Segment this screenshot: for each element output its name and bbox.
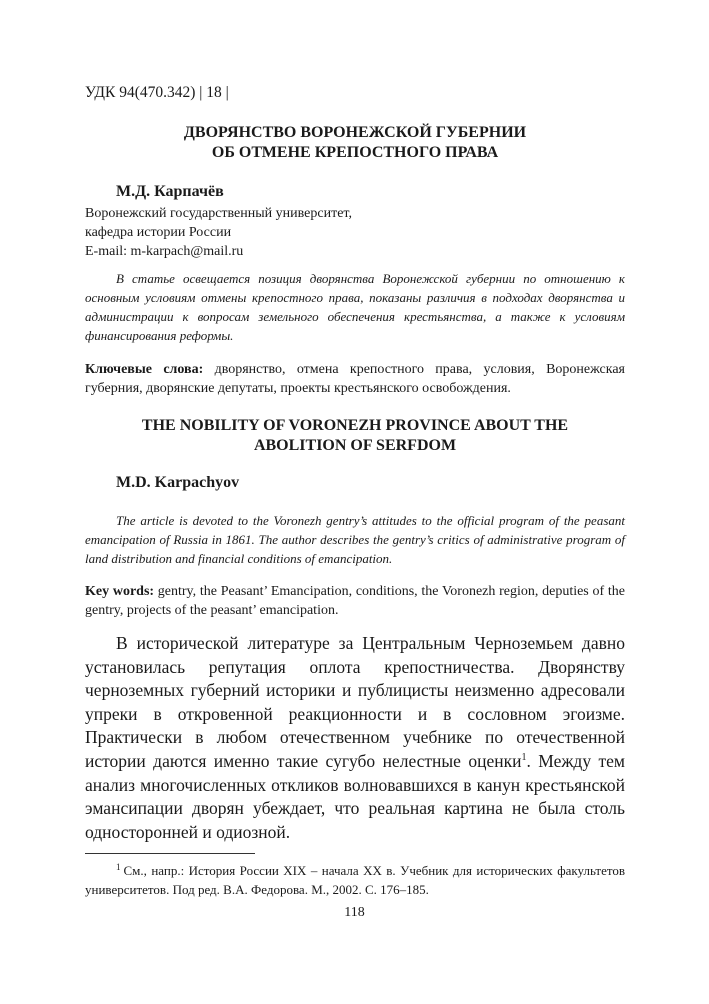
keywords-en — [85, 582, 625, 620]
author-email: E-mail: m-karpach@mail.ru — [85, 244, 244, 259]
title-ru-line2: ОБ ОТМЕНЕ КРЕПОСТНОГО ПРАВА — [211, 144, 499, 161]
body-text-part2: . Между тем анализ многочисленных откликов волновавшихся в канун крестьянской эмансипации дворян убеждает, что реальная картина не была столь односторонней и одиозной. — [85, 750, 625, 842]
footnote-reference[interactable]: 1 — [521, 752, 527, 764]
footnote — [85, 861, 625, 899]
author-affiliation — [85, 204, 352, 261]
footnote-divider — [85, 853, 255, 854]
page-number: 118 — [344, 905, 365, 920]
keywords-en-text: gentry, the Peasant’ Emancipation, conditions, the Voronezh region, deputies of the gentry, projects of the peasant’ emancipation. — [85, 584, 625, 618]
footnote-mark: 1 — [116, 861, 121, 872]
keywords-ru-text: дворянство, отмена крепостного права, условия, Воронежская губерния, дворянские депутаты, проекты крестьянского освобождения. — [85, 362, 625, 396]
keywords-en-label: Key words: — [85, 584, 155, 599]
keywords-ru-label: Ключевые слова: — [85, 362, 204, 377]
footnote-text: См., напр.: История России XIX – начала XX в. Учебник для исторических факультетов университетов. Под ред. В.А. Федорова. М., 2002. С. 176–185. — [85, 863, 625, 897]
abstract-en: The article is devoted to the Voronezh gentry’s attitudes to the official program of the peasant emancipation of Russia in 1861. The author describes the gentry’s critics of administrative program of land distribution and financial conditions of emancipation. — [85, 513, 625, 566]
title-en-line1: THE NOBILITY OF VORONEZH PROVINCE ABOUT THE — [141, 417, 569, 434]
keywords-ru — [85, 360, 625, 398]
affiliation-university: Воронежский государственный университет, — [85, 206, 352, 221]
abstract-ru: В статье освещается позиция дворянства Воронежской губернии по отношению к основным условиям отмены крепостного права, показаны различия в подходах дворянства и администрации к вопросам земельного обеспечения крестьянства, а также к условиям финансирования реформы. — [85, 271, 625, 343]
title-en-line2: ABOLITION OF SERFDOM — [253, 437, 457, 454]
affiliation-department: кафедра истории России — [85, 225, 232, 240]
author-name-ru: М.Д. Карпачёв — [116, 183, 224, 200]
title-ru-line1: ДВОРЯНСТВО ВОРОНЕЖСКОЙ ГУБЕРНИИ — [183, 124, 527, 141]
author-name-en: M.D. Karpachyov — [116, 474, 240, 491]
article-title-ru — [85, 123, 625, 163]
body-paragraph — [85, 632, 625, 844]
udk-code: УДК 94(470.342) | 18 | — [85, 84, 229, 101]
body-text-part1: В исторической литературе за Центральным Черноземьем давно установилась репутация оплота крепостничества. Дворянству черноземных губерний историки и публицисты неизменно адресовали упреки в откровенной реакционности и в сословном эгоизме. Практически в любом отечественном учебнике по отечественной истории даются именно такие сугубо нелестные оценки — [85, 633, 625, 771]
article-title-en — [85, 416, 625, 456]
